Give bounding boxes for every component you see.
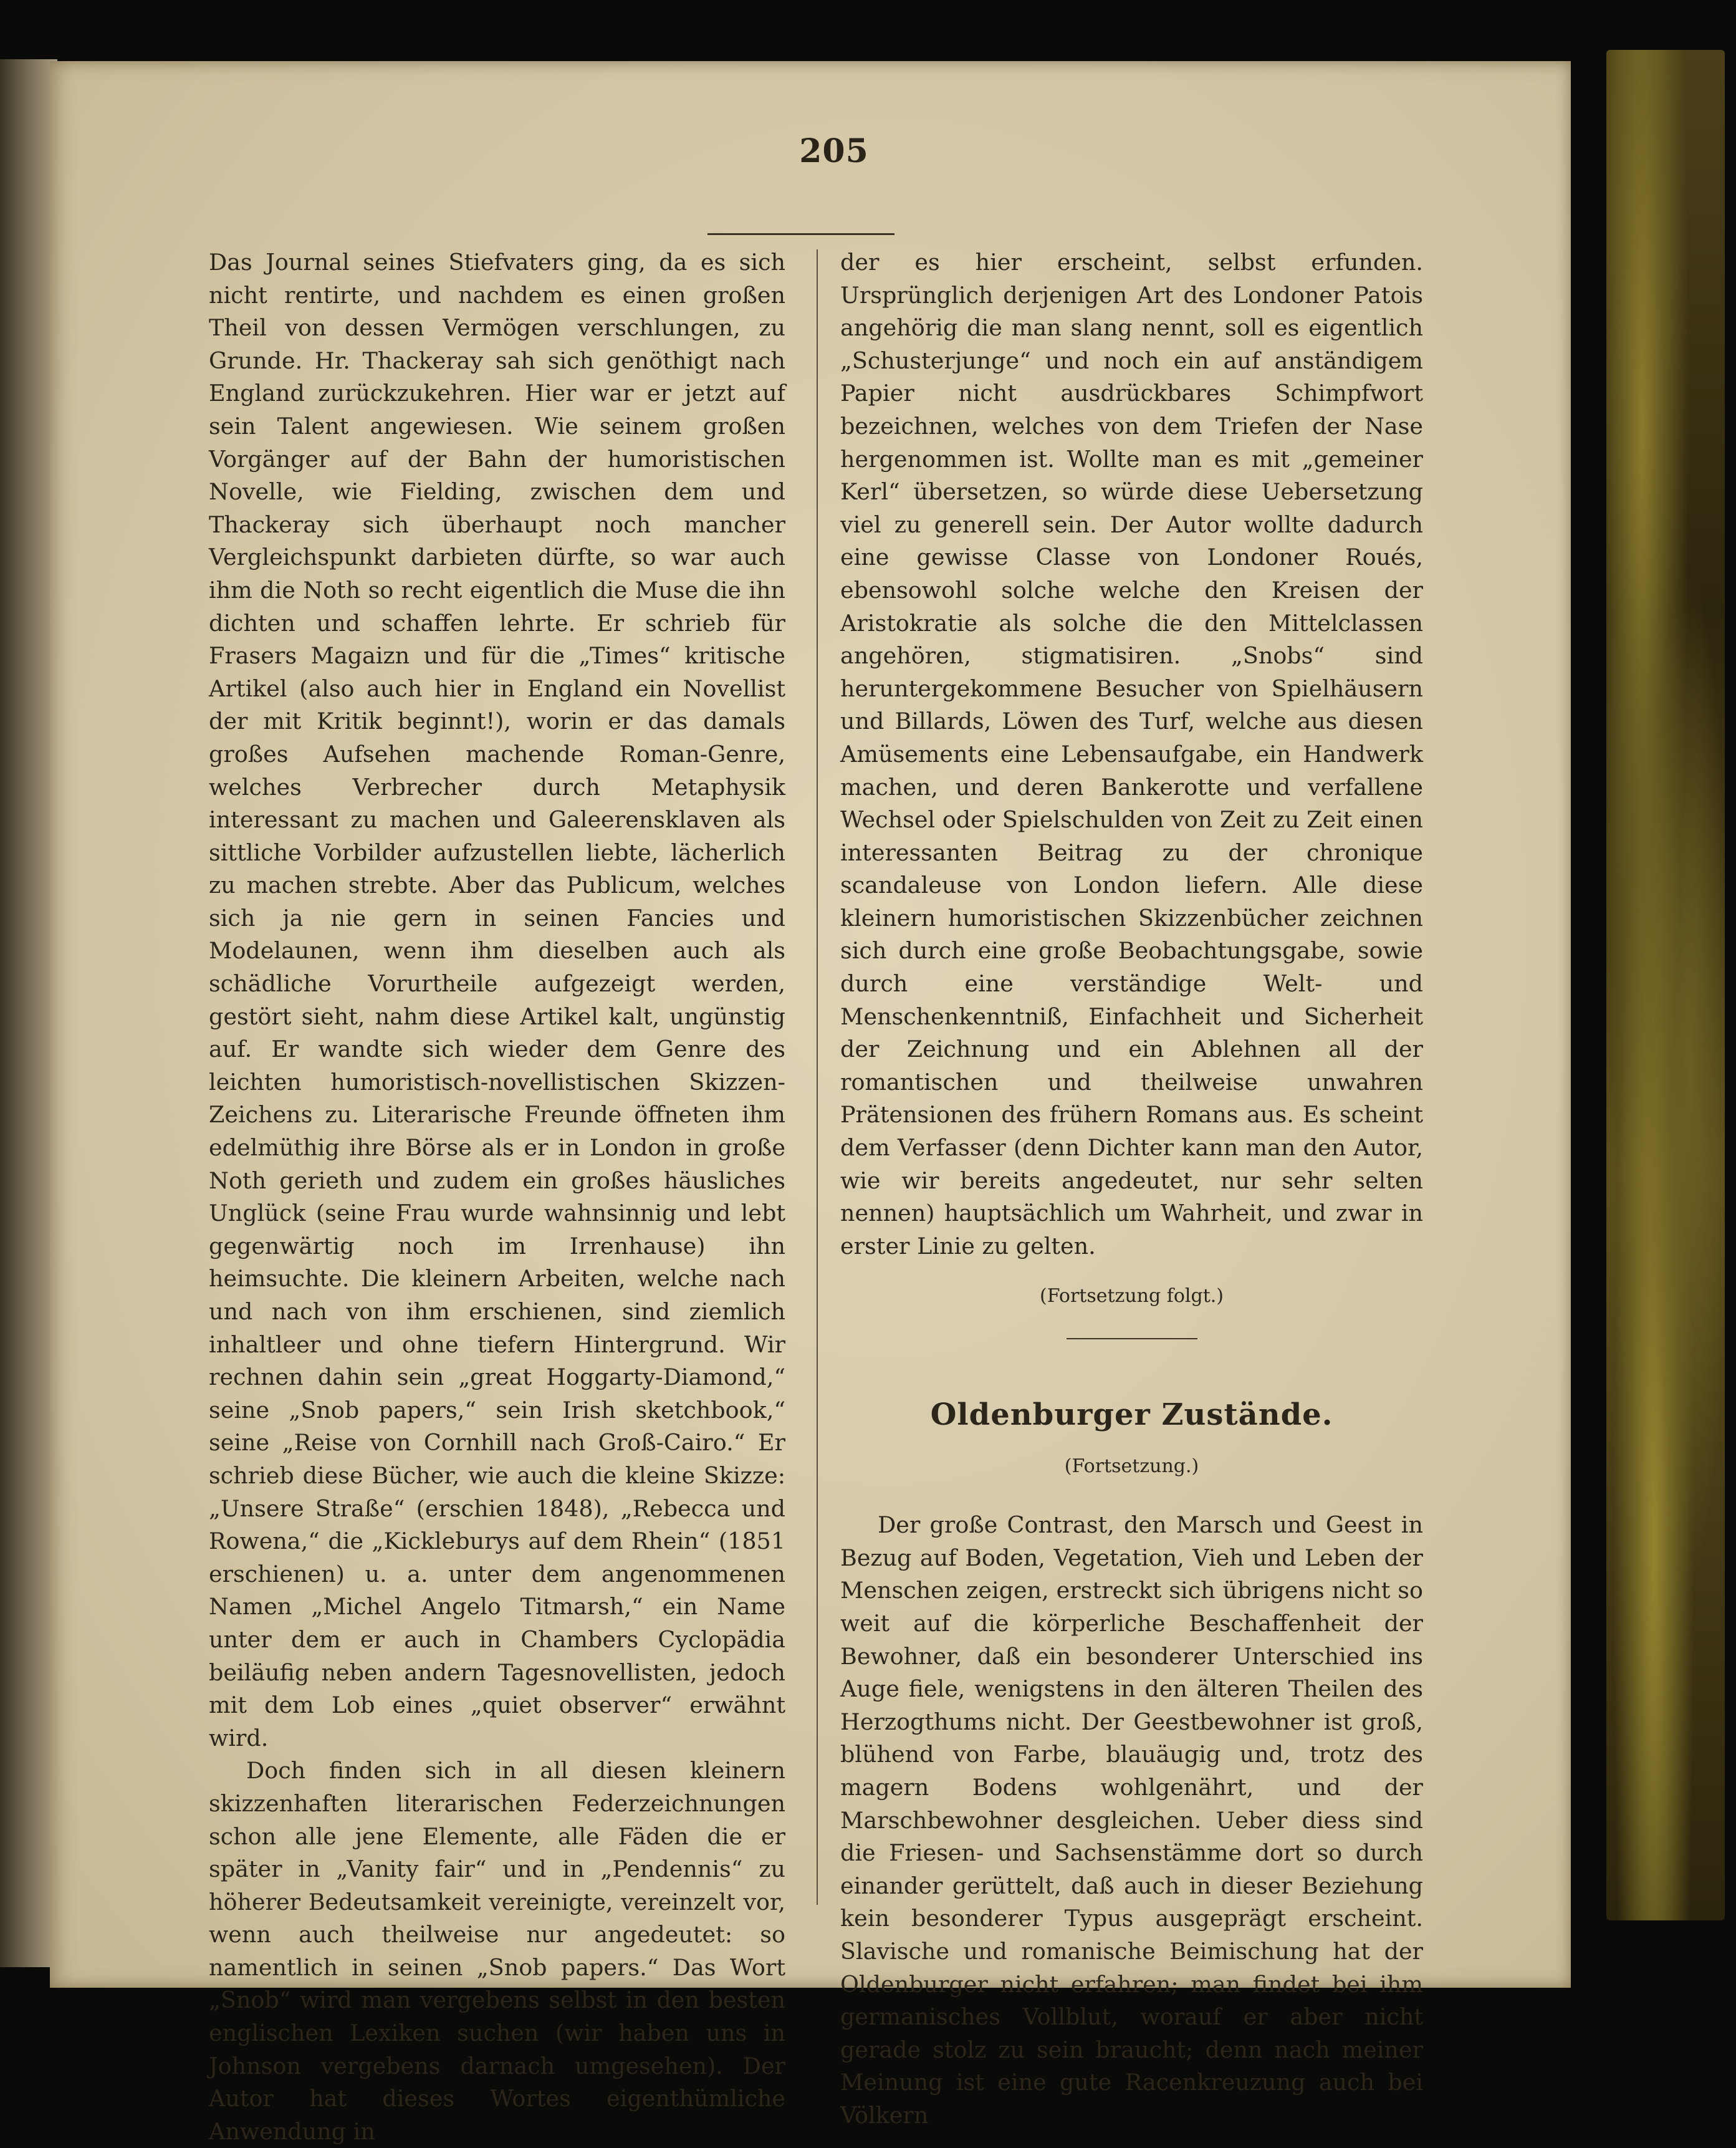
right-column <box>840 246 1423 2132</box>
left-paragraph-1: Das Journal seines Stiefvaters ging, da es sich nicht rentirte, und nachdem es einen großen Theil von dessen Vermögen verschlungen, zu Grunde. Hr. Thackeray sah sich genöthigt nach England zurückzukehren. Hier war er jetzt auf sein Talent angewiesen. Wie seinem großen Vorgänger auf der Bahn der humoristischen Novelle, wie Fielding, zwischen dem und Thackeray sich überhaupt noch mancher Vergleichspunkt darbieten dürfte, so war auch ihm die Noth so recht eigentlich die Muse die ihn dichten und schaffen lehrte. Er schrieb für Frasers Magaizn und für die „Times“ kritische Artikel (also auch hier in England ein Novellist der mit Kritik beginnt!), worin er das damals großes Aufsehen machende Roman-Genre, welches Verbrecher durch Metaphysik interessant zu machen und Galeerensklaven als sittliche Vorbilder aufzustellen liebte, lächerlich zu machen strebte. Aber das Publicum, welches sich ja nie gern in seinen Fancies und Modelaunen, wenn ihm dieselben auch als schädliche Vorurtheile aufgezeigt werden, gestört sieht, nahm diese Artikel kalt, ungünstig auf. Er wandte sich wieder dem Genre des leichten humoristisch-novellistischen Skizzen-Zeichens zu. Literarische Freunde öffneten ihm edelmüthig ihre Börse als er in London in große Noth gerieth und zudem ein großes häusliches Unglück (seine Frau wurde wahnsinnig und lebt gegenwärtig noch im Irrenhause) ihn heimsuchte. Die kleinern Arbeiten, welche nach und nach von ihm erschienen, sind ziemlich inhaltleer und ohne tiefern Hintergrund. Wir rechnen dahin sein „great Hoggarty-Diamond,“ seine „Snob papers,“ sein Irish sketchbook,“ seine „Reise von Cornhill nach Groß-Cairo.“ Er schrieb diese Bücher, wie auch die kleine Skizze: „Unsere Straße“ (erschien 1848), „Rebecca und Rowena,“ die „Kickleburys auf dem Rhein“ (1851 erschienen) u. a. unter dem angenommenen Namen „Michel Angelo Titmarsh,“ ein Name unter dem er auch in Chambers Cyclopädia beiläufig neben andern Tagesnovellisten, jedoch mit dem Lob eines „quiet observer“ erwähnt wird. <box>209 249 785 1751</box>
left-page-edge <box>0 59 57 1967</box>
marbled-cover-board <box>1606 50 1725 1920</box>
section-divider-rule <box>1067 1338 1197 1339</box>
right-paragraph-2: Der große Contrast, den Marsch und Geest in Bezug auf Boden, Vegetation, Vieh und Leben der Menschen zeigen, erstreckt sich übrigens nicht so weit auf die körperliche Beschaffenheit der Bewohner, daß ein besonderer Unterschied ins Auge fiele, wenigstens in den älteren Theilen des Herzogthums nicht. Der Geestbewohner ist groß, blühend von Farbe, blauäugig und, trotz des magern Bodens wohlgenährt, und der Marschbewohner desgleichen. Ueber diess sind die Friesen- und Sachsenstämme dort so durch einander gerüttelt, daß auch in dieser Beziehung kein besonderer Typus ausgeprägt erscheint. Slavische und romanische Beimischung hat der Oldenburger nicht erfahren; man findet bei ihm germanisches Vollblut, worauf er aber nicht gerade stolz zu sein braucht; denn nach meiner Meinung ist eine gute Racenkreuzung auch bei Völkern <box>840 1511 1423 2129</box>
page-number: 205 <box>799 132 869 170</box>
page-number-rule <box>707 233 894 235</box>
article-title: Oldenburger Zustände. <box>930 1397 1333 1432</box>
left-column <box>209 246 785 2148</box>
left-paragraph-2: Doch finden sich in all diesen kleinern skizzenhaften literarischen Federzeichnungen schon alle jene Elemente, alle Fäden die er später in „Vanity fair“ und in „Pendennis“ zu höherer Bedeutsamkeit vereinigte, vereinzelt vor, wenn auch theilweise nur angedeutet: so namentlich in seinen „Snob papers.“ Das Wort „Snob“ wird man vergebens selbst in den besten englischen Lexiken suchen (wir haben uns in Johnson vergebens darnach umgesehen). Der Autor hat dieses Wortes eigenthümliche Anwendung in <box>209 1757 785 2145</box>
column-divider <box>817 249 818 1905</box>
right-paragraph-1: der es hier erscheint, selbst erfunden. Ursprünglich derjenigen Art des Londoner Patois angehörig die man slang nennt, soll es eigentlich „Schusterjunge“ und noch ein auf anständigem Papier nicht ausdrückbares Schimpfwort bezeichnen, welches von dem Triefen der Nase hergenommen ist. Wollte man es mit „gemeiner Kerl“ übersetzen, so würde diese Uebersetzung viel zu generell sein. Der Autor wollte dadurch eine gewisse Classe von Londoner Roués, ebensowohl solche welche den Kreisen der Aristokratie als solche die den Mittelclassen angehören, stigmatisiren. „Snobs“ sind heruntergekommene Besucher von Spielhäusern und Billards, Löwen des Turf, welche aus diesen Amüsements eine Lebensaufgabe, ein Handwerk machen, und deren Bankerotte und verfallene Wechsel oder Spielschulden von Zeit zu Zeit einen interessanten Beitrag zu der chronique scandaleuse von London liefern. Alle diese kleinern humoristischen Skizzenbücher zeichnen sich durch eine große Beobachtungsgabe, sowie durch eine verständige Welt- und Menschenkenntniß, Einfachheit und Sicherheit der Zeichnung und ein Ablehnen all der romantischen und theilweise unwahren Prätensionen des frühern Romans aus. Es scheint dem Verfasser (denn Dichter kann man den Autor, wie wir bereits angedeutet, nur sehr selten nennen) hauptsächlich um Wahrheit, und zwar in erster Linie zu gelten. <box>840 249 1423 1259</box>
article-subtitle: (Fortsetzung.) <box>1064 1455 1199 1477</box>
continued-note: (Fortsetzung folgt.) <box>1040 1285 1224 1308</box>
